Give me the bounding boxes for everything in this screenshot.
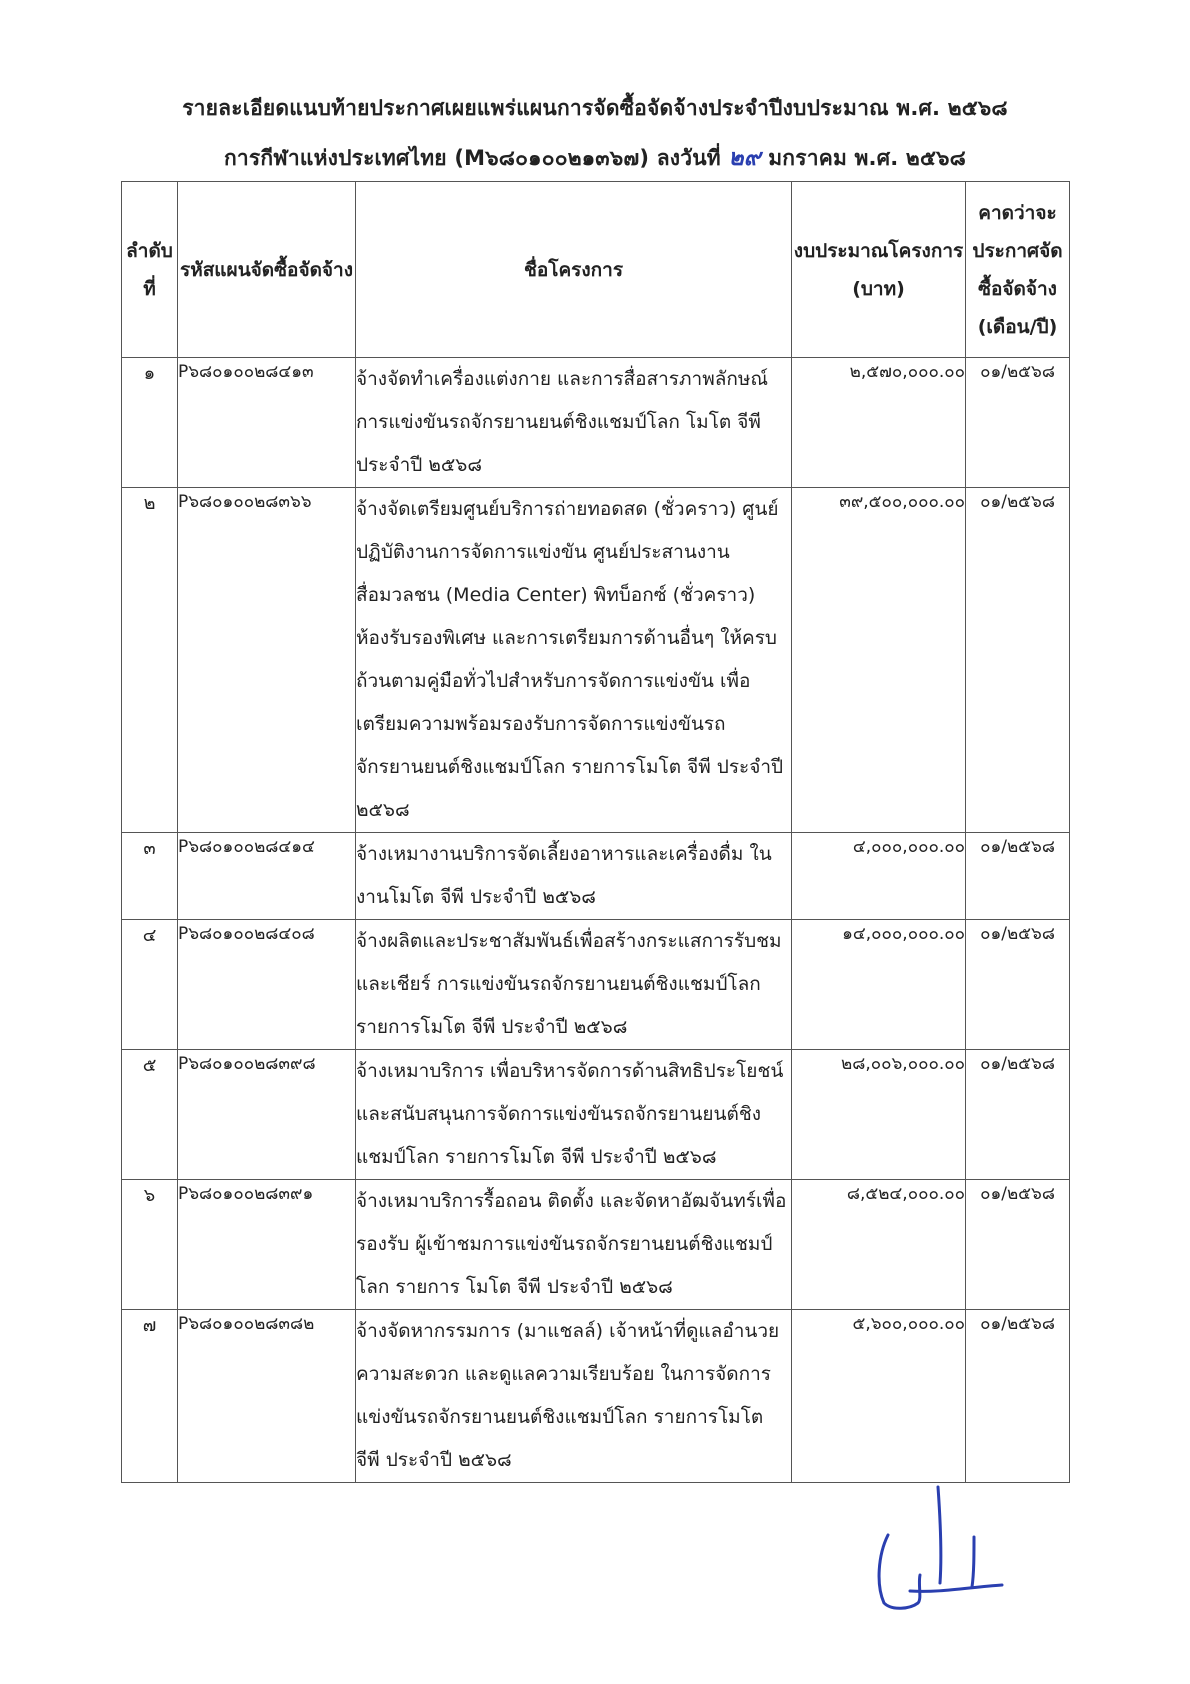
row-budget: ๕,๖๐๐,๐๐๐.๐๐ (792, 1310, 966, 1483)
row-date: ๐๑/๒๕๖๘ (966, 920, 1070, 1050)
handwritten-day: ๒๙ (728, 145, 761, 171)
row-date: ๐๑/๒๕๖๘ (966, 1310, 1070, 1483)
row-no: ๓ (122, 833, 178, 920)
document-subtitle (0, 140, 1190, 176)
row-name: จ้างผลิตและประชาสัมพันธ์เพื่อสร้างกระแสการรับชมและเชียร์ การแข่งขันรถจักรยานยนต์ชิงแชมป์โลก รายการโมโต จีพี ประจำปี ๒๕๖๘ (356, 920, 792, 1050)
subtitle-prefix: การกีฬาแห่งประเทศไทย (M๖๘๐๑๐๐๒๑๓๖๗) ลงวันที่ (223, 146, 721, 170)
row-code: P๖๘๐๑๐๐๒๘๓๙๑ (178, 1180, 356, 1310)
row-budget: ๑๔,๐๐๐,๐๐๐.๐๐ (792, 920, 966, 1050)
document-title: รายละเอียดแนบท้ายประกาศเผยแพร่แผนการจัดซื้อจัดจ้างประจำปีงบประมาณ พ.ศ. ๒๕๖๘ (182, 96, 1008, 120)
row-name: จ้างจัดเตรียมศูนย์บริการถ่ายทอดสด (ชั่วคราว) ศูนย์ปฏิบัติงานการจัดการแข่งขัน ศูนย์ประสานงานสื่อมวลชน (Media Center) พิทบ็อกซ์ (ชั่วคราว) ห้องรับรองพิเศษ และการเตรียมการด้านอื่นๆ ให้ครบถ้วนตามคู่มือทั่วไปสำหรับการจัดการแข่งขัน เพื่อเตรียมความพร้อมรองรับการจัดการแข่งขันรถจักรยานยนต์ชิงแชมป์โลก รายการโมโต จีพี ประจำปี ๒๕๖๘ (356, 488, 792, 833)
row-code: P๖๘๐๑๐๐๒๘๓๙๘ (178, 1050, 356, 1180)
row-budget: ๔,๐๐๐,๐๐๐.๐๐ (792, 833, 966, 920)
row-code: P๖๘๐๑๐๐๒๘๔๑๓ (178, 358, 356, 488)
row-date: ๐๑/๒๕๖๘ (966, 833, 1070, 920)
row-budget: ๓๙,๕๐๐,๐๐๐.๐๐ (792, 488, 966, 833)
header-name: ชื่อโครงการ (356, 182, 792, 358)
row-code: P๖๘๐๑๐๐๒๘๔๐๘ (178, 920, 356, 1050)
row-date: ๐๑/๒๕๖๘ (966, 1180, 1070, 1310)
header-budget: งบประมาณโครงการ (บาท) (792, 182, 966, 358)
table-row (122, 833, 1070, 920)
row-name: จ้างจัดทำเครื่องแต่งกาย และการสื่อสารภาพลักษณ์การแข่งขันรถจักรยานยนต์ชิงแชมป์โลก โมโต จีพี ประจำปี ๒๕๖๘ (356, 358, 792, 488)
row-budget: ๘,๕๒๔,๐๐๐.๐๐ (792, 1180, 966, 1310)
table-row (122, 1180, 1070, 1310)
row-budget: ๒๘,๐๐๖,๐๐๐.๐๐ (792, 1050, 966, 1180)
row-no: ๕ (122, 1050, 178, 1180)
table-row (122, 920, 1070, 1050)
row-no: ๒ (122, 488, 178, 833)
row-no: ๔ (122, 920, 178, 1050)
table-row (122, 488, 1070, 833)
table-row (122, 1050, 1070, 1180)
table-header-row (122, 182, 1070, 358)
row-budget: ๒,๕๗๐,๐๐๐.๐๐ (792, 358, 966, 488)
row-code: P๖๘๐๑๐๐๒๘๓๖๖ (178, 488, 356, 833)
row-date: ๐๑/๒๕๖๘ (966, 358, 1070, 488)
row-code: P๖๘๐๑๐๐๒๘๔๑๔ (178, 833, 356, 920)
row-name: จ้างเหมางานบริการจัดเลี้ยงอาหารและเครื่องดื่ม ในงานโมโต จีพี ประจำปี ๒๕๖๘ (356, 833, 792, 920)
procurement-plan-table (121, 181, 1070, 1483)
handwritten-signature (870, 1475, 1020, 1615)
header-code: รหัสแผนจัดซื้อจัดจ้าง (178, 182, 356, 358)
row-name: จ้างเหมาบริการ เพื่อบริหารจัดการด้านสิทธิประโยชน์ และสนับสนุนการจัดการแข่งขันรถจักรยานยนต์ชิงแชมป์โลก รายการโมโต จีพี ประจำปี ๒๕๖๘ (356, 1050, 792, 1180)
subtitle-suffix: มกราคม พ.ศ. ๒๕๖๘ (768, 146, 967, 170)
row-no: ๖ (122, 1180, 178, 1310)
row-name: จ้างจัดหากรรมการ (มาแชลล์) เจ้าหน้าที่ดูแลอำนวยความสะดวก และดูแลความเรียบร้อย ในการจัดการแข่งขันรถจักรยานยนต์ชิงแชมป์โลก รายการโมโต จีพี ประจำปี ๒๕๖๘ (356, 1310, 792, 1483)
row-date: ๐๑/๒๕๖๘ (966, 488, 1070, 833)
row-code: P๖๘๐๑๐๐๒๘๓๘๒ (178, 1310, 356, 1483)
row-date: ๐๑/๒๕๖๘ (966, 1050, 1070, 1180)
row-no: ๑ (122, 358, 178, 488)
header-no: ลำดับที่ (122, 182, 178, 358)
header-date: คาดว่าจะประกาศจัดซื้อจัดจ้าง (เดือน/ปี) (966, 182, 1070, 358)
row-name: จ้างเหมาบริการรื้อถอน ติดตั้ง และจัดหาอัฒจันทร์เพื่อรองรับ ผู้เข้าชมการแข่งขันรถจักรยานยนต์ชิงแชมป์โลก รายการ โมโต จีพี ประจำปี ๒๕๖๘ (356, 1180, 792, 1310)
table-row (122, 1310, 1070, 1483)
table-row (122, 358, 1070, 488)
row-no: ๗ (122, 1310, 178, 1483)
